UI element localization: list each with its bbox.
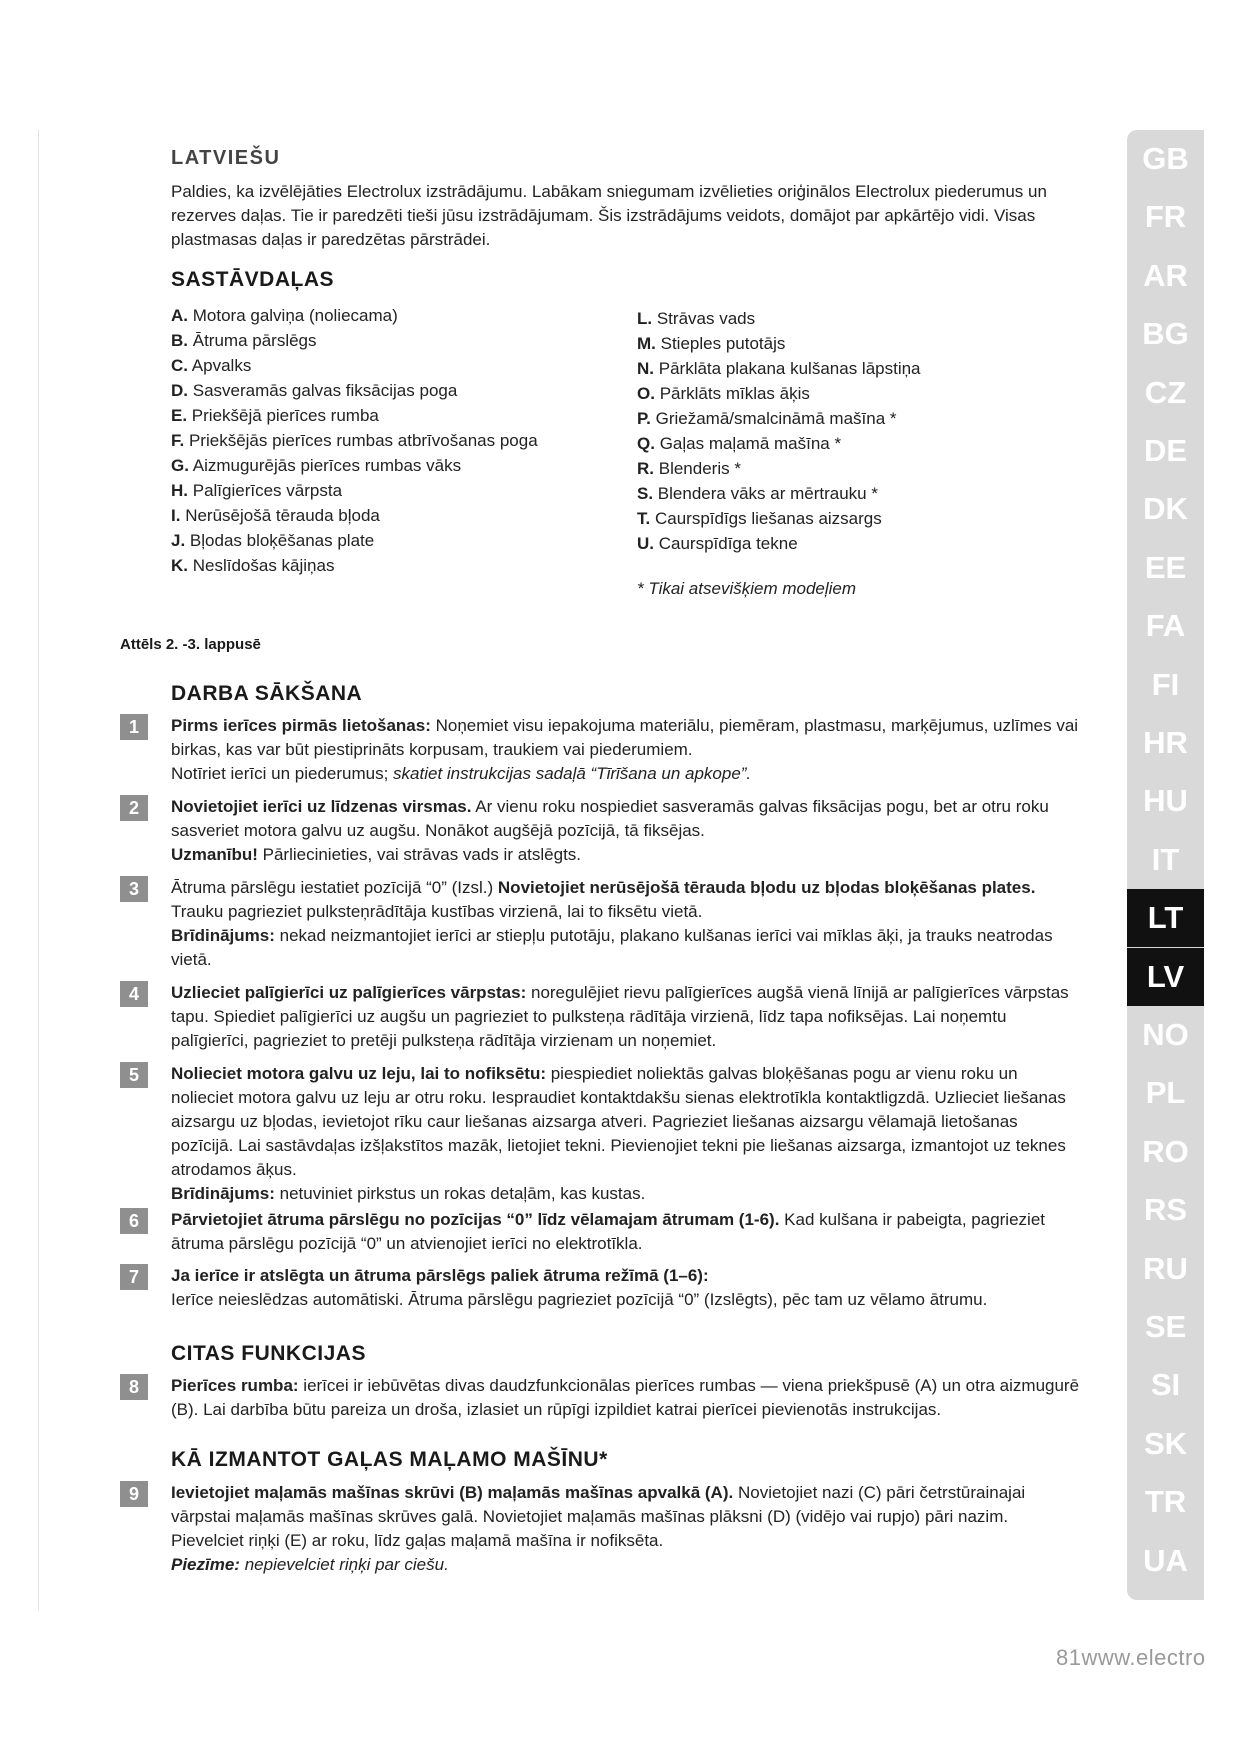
step-5 (171, 1062, 1081, 1206)
part-letter: C. (171, 356, 188, 375)
part-letter: N. (637, 359, 654, 378)
step-8-lead: Pierīces rumba: (171, 1376, 299, 1395)
step-1-lead: Pirms ierīces pirmās lietošanas: (171, 716, 431, 735)
part-item (171, 553, 538, 578)
part-letter: E. (171, 406, 188, 425)
step-3 (171, 876, 1081, 972)
language-tab-dk[interactable]: DK (1143, 491, 1188, 527)
page-footer: 81www.electro (1056, 1645, 1206, 1670)
part-item (171, 428, 538, 453)
part-letter: A. (171, 306, 188, 325)
part-letter: K. (171, 556, 188, 575)
language-tab-tr[interactable]: TR (1144, 1484, 1187, 1520)
part-letter: D. (171, 381, 188, 400)
part-letter: U. (637, 534, 654, 553)
part-item (637, 331, 921, 356)
part-item (171, 403, 538, 428)
intro-paragraph: Paldies, ka izvēlējāties Electrolux izstrādājumu. Labākam sniegumam izvēlieties oriģinālos Electrolux piederumus un rezerves daļas. Tie ir paredzēti tieši jūsu izstrādājumam. Šis izstrādājums veidots, domājot par apkārtējo vidi. Visas plastmasas daļas ir paredzētas pārstrādei. (171, 182, 1047, 249)
language-tab-bg[interactable]: BG (1142, 316, 1189, 352)
language-tab-rs[interactable]: RS (1143, 1192, 1188, 1228)
step-7 (171, 1264, 1081, 1312)
models-footnote: * Tikai atsevišķiem modeļiem (637, 579, 857, 598)
step-7-lead: Ja ierīce ir atslēgta un ātruma pārslēgs paliek ātruma režīmā (1–6): (171, 1266, 709, 1285)
part-item (637, 481, 921, 506)
part-item (637, 356, 921, 381)
part-letter: M. (637, 334, 656, 353)
step-8 (171, 1374, 1081, 1422)
part-item (637, 431, 921, 456)
parts-list-left (171, 303, 538, 578)
language-tab-lt[interactable]: LT (1127, 889, 1204, 947)
language-tab-ru[interactable]: RU (1143, 1250, 1188, 1286)
language-tab-no[interactable]: NO (1142, 1017, 1189, 1052)
step-7-line2: Ierīce neieslēdzas automātiski. Ātruma pārslēgu pagrieziet pozīcijā “0” (Izslēgts), pēc tam uz vēlamo ātrumu. (171, 1290, 988, 1309)
part-letter: J. (171, 531, 186, 550)
step-1-line2-italic: skatiet instrukcijas sadaļā “Tīrīšana un apkope”. (393, 764, 752, 783)
part-letter: S. (637, 484, 654, 503)
part-label: Nerūsējošā tērauda bļoda (185, 506, 380, 525)
language-tab-se[interactable]: SE (1144, 1309, 1187, 1344)
language-tab-ro[interactable]: RO (1142, 1133, 1189, 1169)
part-item (637, 531, 921, 556)
language-tab-pl[interactable]: PL (1145, 1075, 1186, 1111)
part-label: Caurspīdīga tekne (658, 534, 798, 553)
part-letter: O. (637, 384, 655, 403)
part-item (171, 503, 538, 528)
language-tab-si[interactable]: SI (1150, 1367, 1181, 1403)
part-label: Caurspīdīgs liešanas aizsargs (654, 509, 882, 528)
part-label: Pārklāts mīklas āķis (659, 384, 810, 403)
step-2 (171, 795, 1081, 867)
step-number-8: 8 (120, 1374, 148, 1400)
step-3-warning-text: nekad neizmantojiet ierīci ar stiepļu putotāju, plakano kulšanas ierīci vai mīklas āķi, ja trauks neatrodas vietā. (171, 926, 1053, 969)
step-6-text: Kad kulšana ir pabeigta, pagrieziet ātruma pārslēgu pozīcijā “0” un atvienojiet ierīci no elektrotīkla. (171, 1210, 1045, 1253)
part-item (171, 303, 538, 328)
part-letter: G. (171, 456, 189, 475)
step-2-warning-lead: Uzmanību! (171, 845, 258, 864)
step-number-3: 3 (120, 876, 148, 902)
figure-reference: Attēls 2. -3. lappusē (120, 636, 261, 653)
step-9-note-text: nepievelciet riņķi par ciešu. (239, 1555, 449, 1574)
part-label: Palīgierīces vārpsta (192, 481, 343, 500)
step-4 (171, 981, 1081, 1053)
step-4-lead: Uzlieciet palīgierīci uz palīgierīces vārpstas: (171, 983, 527, 1002)
step-5-text: piespiediet noliektās galvas bloķēšanas pogu ar vienu roku un nolieciet motora galvu uz leju ar otru roku. Iespraudiet kontaktdakšu sienas elektrotīkla kontaktligzdā. Uzlieciet liešanas aizsargu uz bļodas, ievietojot rīku caur liešanas aizsarga atveri. Pagrieziet liešanas aizsargu vēlamajā lietošanas pozīcijā. Lai sastāvdaļas izšļakstītos mazāk, lietojiet tekni. Pievienojiet tekni pie liešanas aizsarga, izmantojot uz teknes atrodamos āķus. (171, 1064, 1066, 1179)
part-item (171, 328, 538, 353)
part-label: Stieples putotājs (660, 334, 786, 353)
part-letter: H. (171, 481, 188, 500)
step-6 (171, 1208, 1081, 1256)
step-5-warning-lead: Brīdinājums: (171, 1184, 275, 1203)
step-9-lead: Ievietojiet maļamās mašīnas skrūvi (B) maļamās mašīnas apvalkā (A). (171, 1483, 734, 1502)
step-3-lead: Novietojiet nerūsējošā tērauda bļodu uz bļodas bloķēšanas plates. (497, 878, 1036, 897)
language-tab-fa[interactable]: FA (1145, 608, 1186, 644)
step-3-warning-lead: Brīdinājums: (171, 926, 275, 945)
step-2-warning-text: Pārliecinieties, vai strāvas vads ir atslēgts. (257, 845, 582, 864)
part-label: Apvalks (191, 356, 252, 375)
part-label: Aizmugurējās pierīces rumbas vāks (192, 456, 462, 475)
language-tab-ua[interactable]: UA (1143, 1542, 1188, 1578)
step-9 (171, 1481, 1081, 1577)
language-tab-gb[interactable]: GB (1142, 141, 1189, 176)
part-letter: P. (637, 409, 651, 428)
step-number-7: 7 (120, 1264, 148, 1290)
part-item (637, 381, 921, 406)
part-letter: B. (171, 331, 188, 350)
step-9-text: Novietojiet nazi (C) pāri četrstūrainajai vārpstai maļamās mašīnas skrūves galā. Novietojiet maļamās mašīnas plāksni (D) (vidējo vai rupjo) pāri nazim. Pievelciet riņķi (E) ar roku, līdz gaļas maļamā mašīna ir nofiksēta. (171, 1483, 1026, 1550)
other-functions-heading: CITAS FUNKCIJAS (171, 1342, 366, 1365)
part-letter: L. (637, 309, 653, 328)
language-title: LATVIEŠU (171, 147, 281, 169)
part-label: Priekšējās pierīces rumbas atbrīvošanas poga (188, 431, 538, 450)
part-item (637, 406, 921, 431)
part-item (171, 378, 538, 403)
part-label: Motora galviņa (noliecama) (192, 306, 398, 325)
language-tab-fr[interactable]: FR (1144, 199, 1187, 235)
step-9-note-lead: Piezīme: (171, 1555, 240, 1574)
step-number-1: 1 (120, 714, 148, 740)
part-label: Gaļas maļamā mašīna * (659, 434, 842, 453)
part-label: Blenderis * (658, 459, 741, 478)
language-tab-cz[interactable]: CZ (1144, 374, 1187, 410)
part-label: Blendera vāks ar mērtrauku * (657, 484, 878, 503)
parts-heading: SASTĀVDAĻAS (171, 268, 335, 291)
step-1-line2: Notīriet ierīci un piederumus; (171, 764, 394, 783)
part-letter: R. (637, 459, 654, 478)
step-2-lead: Novietojiet ierīci uz līdzenas virsmas. (171, 797, 472, 816)
step-6-lead: Pārvietojiet ātruma pārslēgu no pozīcijas “0” līdz vēlamajam ātrumam (1-6). (171, 1210, 780, 1229)
part-letter: F. (171, 431, 185, 450)
step-3-pre: Ātruma pārslēgu iestatiet pozīcijā “0” (Izsl.) (171, 878, 498, 897)
left-margin-rule (38, 130, 39, 1610)
step-5-lead: Nolieciet motora galvu uz leju, lai to nofiksētu: (171, 1064, 546, 1083)
step-1 (171, 714, 1081, 786)
language-tab-hr[interactable]: HR (1143, 725, 1188, 760)
start-heading: DARBA SĀKŠANA (171, 682, 363, 705)
step-2-text: Ar vienu roku nospiediet sasveramās galvas fiksācijas pogu, bet ar otru roku sasveriet motora galvu uz augšu. Nonākot augšējā pozīcijā, tā fiksējas. (171, 797, 1049, 840)
step-4-text: noregulējiet rievu palīgierīces augšā vienā līnijā ar palīgierīces vārpstas tapu. Spiediet palīgierīci uz augšu un pagrieziet to pulksteņa rādītāja virzienā, līdz tapa nofiksējas. Lai noņemtu palīgierīci, pagrieziet to pretēji pulksteņa rādītāja virzienam un noņemiet. (171, 983, 1069, 1050)
language-tab-lv[interactable]: LV (1127, 948, 1204, 1006)
language-tab-hu[interactable]: HU (1143, 783, 1188, 819)
part-label: Bļodas bloķēšanas plate (189, 531, 375, 550)
mincer-heading: KĀ IZMANTOT GAĻAS MAĻAMO MAŠĪNU* (171, 1448, 608, 1471)
part-item (171, 528, 538, 553)
part-label: Griežamā/smalcināmā mašīna * (655, 409, 897, 428)
part-label: Pārklāta plakana kulšanas lāpstiņa (658, 359, 921, 378)
part-label: Priekšējā pierīces rumba (191, 406, 379, 425)
part-item (637, 306, 921, 331)
part-item (171, 453, 538, 478)
part-letter: I. (171, 506, 181, 525)
part-label: Sasveramās galvas fiksācijas poga (192, 381, 458, 400)
step-number-2: 2 (120, 795, 148, 821)
step-number-9: 9 (120, 1481, 148, 1507)
step-3-text: Trauku pagrieziet pulksteņrādītāja kustības virzienā, lai to fiksētu vietā. (171, 902, 703, 921)
language-tab-sk[interactable]: SK (1143, 1425, 1188, 1461)
step-number-4: 4 (120, 981, 148, 1007)
language-tab-it[interactable]: IT (1151, 841, 1180, 877)
part-label: Strāvas vads (656, 309, 756, 328)
language-tab-fi[interactable]: FI (1151, 666, 1180, 702)
part-label: Ātruma pārslēgs (192, 331, 317, 350)
part-item (171, 353, 538, 378)
part-item (637, 506, 921, 531)
language-tab-de[interactable]: DE (1143, 433, 1188, 468)
step-5-warning-text: netuviniet pirkstus un rokas detaļām, kas kustas. (274, 1184, 646, 1203)
language-tab-ee[interactable]: EE (1144, 549, 1187, 585)
part-letter: Q. (637, 434, 655, 453)
part-item (637, 456, 921, 481)
part-label: Neslīdošas kājiņas (192, 556, 335, 575)
part-item (171, 478, 538, 503)
parts-list-right (637, 306, 921, 556)
language-tab-ar[interactable]: AR (1143, 257, 1188, 293)
step-1-text: Noņemiet visu iepakojuma materiālu, piemēram, plastmasu, marķējumus, uzlīmes vai birkas, kas var būt piestiprināts korpusam, traukiem vai piederumiem. (171, 716, 1079, 759)
step-number-6: 6 (120, 1208, 148, 1234)
part-letter: T. (637, 509, 651, 528)
step-8-text: ierīcei ir iebūvētas divas daudzfunkcionālas pierīces rumbas — viena priekšpusē (A) un otra aizmugurē (B). Lai darbība būtu pareiza un droša, izlasiet un rūpīgi izpildiet katrai pierīcei pievienotās instrukcijas. (171, 1376, 1080, 1419)
step-number-5: 5 (120, 1062, 148, 1088)
